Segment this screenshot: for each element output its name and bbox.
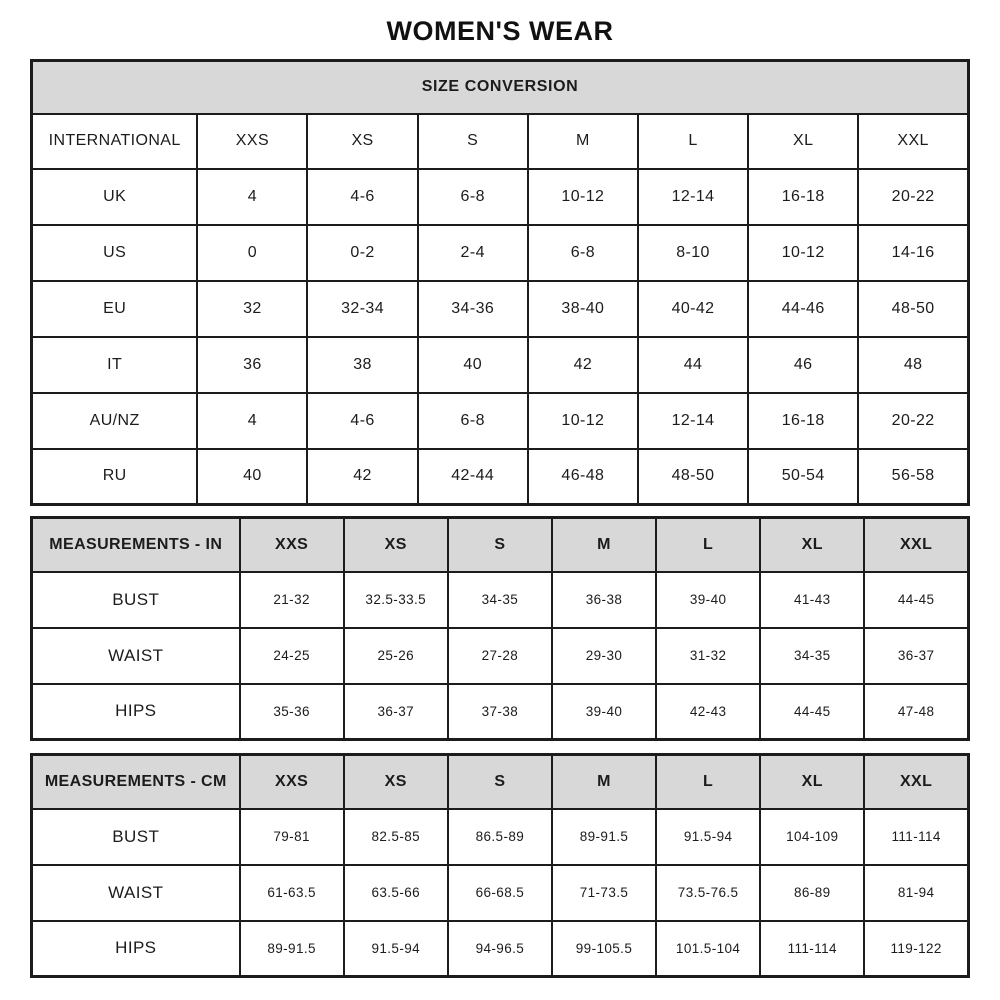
value-cell: 91.5-94 <box>656 809 760 865</box>
measurements-in-table <box>30 516 970 741</box>
row-label: HIPS <box>32 684 240 740</box>
size-column-header: XL <box>748 114 858 169</box>
value-cell: 34-35 <box>760 628 864 684</box>
value-cell: 66-68.5 <box>448 865 552 921</box>
value-cell: 12-14 <box>638 169 748 225</box>
value-cell: 39-40 <box>552 684 656 740</box>
size-column-header: XXS <box>197 114 307 169</box>
header-row <box>32 114 969 169</box>
value-cell: 4-6 <box>307 169 417 225</box>
value-cell: 29-30 <box>552 628 656 684</box>
value-cell: 25-26 <box>344 628 448 684</box>
value-cell: 44-46 <box>748 281 858 337</box>
value-cell: 32 <box>197 281 307 337</box>
size-column-header: M <box>552 755 656 809</box>
value-cell: 36-37 <box>344 684 448 740</box>
value-cell: 46 <box>748 337 858 393</box>
value-cell: 91.5-94 <box>344 921 448 977</box>
row-label-header: MEASUREMENTS - CM <box>32 755 240 809</box>
table-row <box>32 449 969 505</box>
value-cell: 50-54 <box>748 449 858 505</box>
value-cell: 111-114 <box>864 809 968 865</box>
value-cell: 86.5-89 <box>448 809 552 865</box>
value-cell: 119-122 <box>864 921 968 977</box>
row-label: US <box>32 225 198 281</box>
value-cell: 44 <box>638 337 748 393</box>
table-row <box>32 169 969 225</box>
value-cell: 4-6 <box>307 393 417 449</box>
row-label: EU <box>32 281 198 337</box>
row-label: RU <box>32 449 198 505</box>
size-column-header: XXL <box>858 114 968 169</box>
value-cell: 82.5-85 <box>344 809 448 865</box>
value-cell: 10-12 <box>528 393 638 449</box>
value-cell: 111-114 <box>760 921 864 977</box>
value-cell: 20-22 <box>858 169 968 225</box>
value-cell: 36-38 <box>552 572 656 628</box>
value-cell: 31-32 <box>656 628 760 684</box>
size-column-header: XS <box>344 755 448 809</box>
value-cell: 21-32 <box>240 572 344 628</box>
row-label-header: MEASUREMENTS - IN <box>32 518 240 572</box>
value-cell: 47-48 <box>864 684 968 740</box>
value-cell: 46-48 <box>528 449 638 505</box>
value-cell: 24-25 <box>240 628 344 684</box>
table-row <box>32 628 969 684</box>
row-label: BUST <box>32 809 240 865</box>
row-label: HIPS <box>32 921 240 977</box>
value-cell: 2-4 <box>418 225 528 281</box>
size-column-header: XXS <box>240 518 344 572</box>
value-cell: 35-36 <box>240 684 344 740</box>
value-cell: 34-35 <box>448 572 552 628</box>
row-label: IT <box>32 337 198 393</box>
value-cell: 71-73.5 <box>552 865 656 921</box>
value-cell: 42-43 <box>656 684 760 740</box>
table-row <box>32 281 969 337</box>
value-cell: 48-50 <box>638 449 748 505</box>
value-cell: 20-22 <box>858 393 968 449</box>
row-label: WAIST <box>32 865 240 921</box>
value-cell: 104-109 <box>760 809 864 865</box>
value-cell: 79-81 <box>240 809 344 865</box>
header-row <box>32 518 969 572</box>
value-cell: 42 <box>528 337 638 393</box>
value-cell: 94-96.5 <box>448 921 552 977</box>
value-cell: 61-63.5 <box>240 865 344 921</box>
value-cell: 38 <box>307 337 417 393</box>
value-cell: 12-14 <box>638 393 748 449</box>
value-cell: 48-50 <box>858 281 968 337</box>
value-cell: 6-8 <box>418 393 528 449</box>
table-row <box>32 684 969 740</box>
size-column-header: S <box>448 518 552 572</box>
value-cell: 16-18 <box>748 169 858 225</box>
size-column-header: XS <box>344 518 448 572</box>
value-cell: 89-91.5 <box>552 809 656 865</box>
size-column-header: XL <box>760 518 864 572</box>
value-cell: 8-10 <box>638 225 748 281</box>
value-cell: 0 <box>197 225 307 281</box>
size-column-header: XXL <box>864 755 968 809</box>
size-column-header: S <box>418 114 528 169</box>
value-cell: 6-8 <box>528 225 638 281</box>
size-column-header: L <box>638 114 748 169</box>
value-cell: 36-37 <box>864 628 968 684</box>
size-conversion-table <box>30 59 970 506</box>
value-cell: 34-36 <box>418 281 528 337</box>
value-cell: 40 <box>197 449 307 505</box>
value-cell: 48 <box>858 337 968 393</box>
value-cell: 32.5-33.5 <box>344 572 448 628</box>
table-row <box>32 865 969 921</box>
value-cell: 56-58 <box>858 449 968 505</box>
size-column-header: XXS <box>240 755 344 809</box>
header-row <box>32 755 969 809</box>
value-cell: 27-28 <box>448 628 552 684</box>
size-conversion-banner: SIZE CONVERSION <box>32 61 969 114</box>
value-cell: 14-16 <box>858 225 968 281</box>
value-cell: 86-89 <box>760 865 864 921</box>
value-cell: 40 <box>418 337 528 393</box>
table-banner-row <box>32 61 969 114</box>
size-column-header: S <box>448 755 552 809</box>
size-column-header: XS <box>307 114 417 169</box>
measurements-cm-table <box>30 753 970 978</box>
value-cell: 40-42 <box>638 281 748 337</box>
page-title: WOMEN'S WEAR <box>386 16 614 46</box>
value-cell: 42-44 <box>418 449 528 505</box>
row-label: AU/NZ <box>32 393 198 449</box>
value-cell: 89-91.5 <box>240 921 344 977</box>
value-cell: 36 <box>197 337 307 393</box>
table-row <box>32 572 969 628</box>
row-label: WAIST <box>32 628 240 684</box>
value-cell: 6-8 <box>418 169 528 225</box>
row-label-header: INTERNATIONAL <box>32 114 198 169</box>
size-column-header: M <box>528 114 638 169</box>
value-cell: 73.5-76.5 <box>656 865 760 921</box>
value-cell: 81-94 <box>864 865 968 921</box>
value-cell: 99-105.5 <box>552 921 656 977</box>
value-cell: 32-34 <box>307 281 417 337</box>
value-cell: 0-2 <box>307 225 417 281</box>
value-cell: 4 <box>197 393 307 449</box>
value-cell: 39-40 <box>656 572 760 628</box>
table-row <box>32 809 969 865</box>
table-row <box>32 921 969 977</box>
value-cell: 44-45 <box>760 684 864 740</box>
value-cell: 38-40 <box>528 281 638 337</box>
value-cell: 44-45 <box>864 572 968 628</box>
value-cell: 10-12 <box>748 225 858 281</box>
value-cell: 37-38 <box>448 684 552 740</box>
size-column-header: M <box>552 518 656 572</box>
size-column-header: XXL <box>864 518 968 572</box>
value-cell: 63.5-66 <box>344 865 448 921</box>
value-cell: 16-18 <box>748 393 858 449</box>
size-column-header: XL <box>760 755 864 809</box>
value-cell: 42 <box>307 449 417 505</box>
value-cell: 4 <box>197 169 307 225</box>
table-row <box>32 337 969 393</box>
value-cell: 41-43 <box>760 572 864 628</box>
table-row <box>32 393 969 449</box>
value-cell: 10-12 <box>528 169 638 225</box>
row-label: BUST <box>32 572 240 628</box>
size-column-header: L <box>656 518 760 572</box>
table-row <box>32 225 969 281</box>
value-cell: 101.5-104 <box>656 921 760 977</box>
size-column-header: L <box>656 755 760 809</box>
row-label: UK <box>32 169 198 225</box>
